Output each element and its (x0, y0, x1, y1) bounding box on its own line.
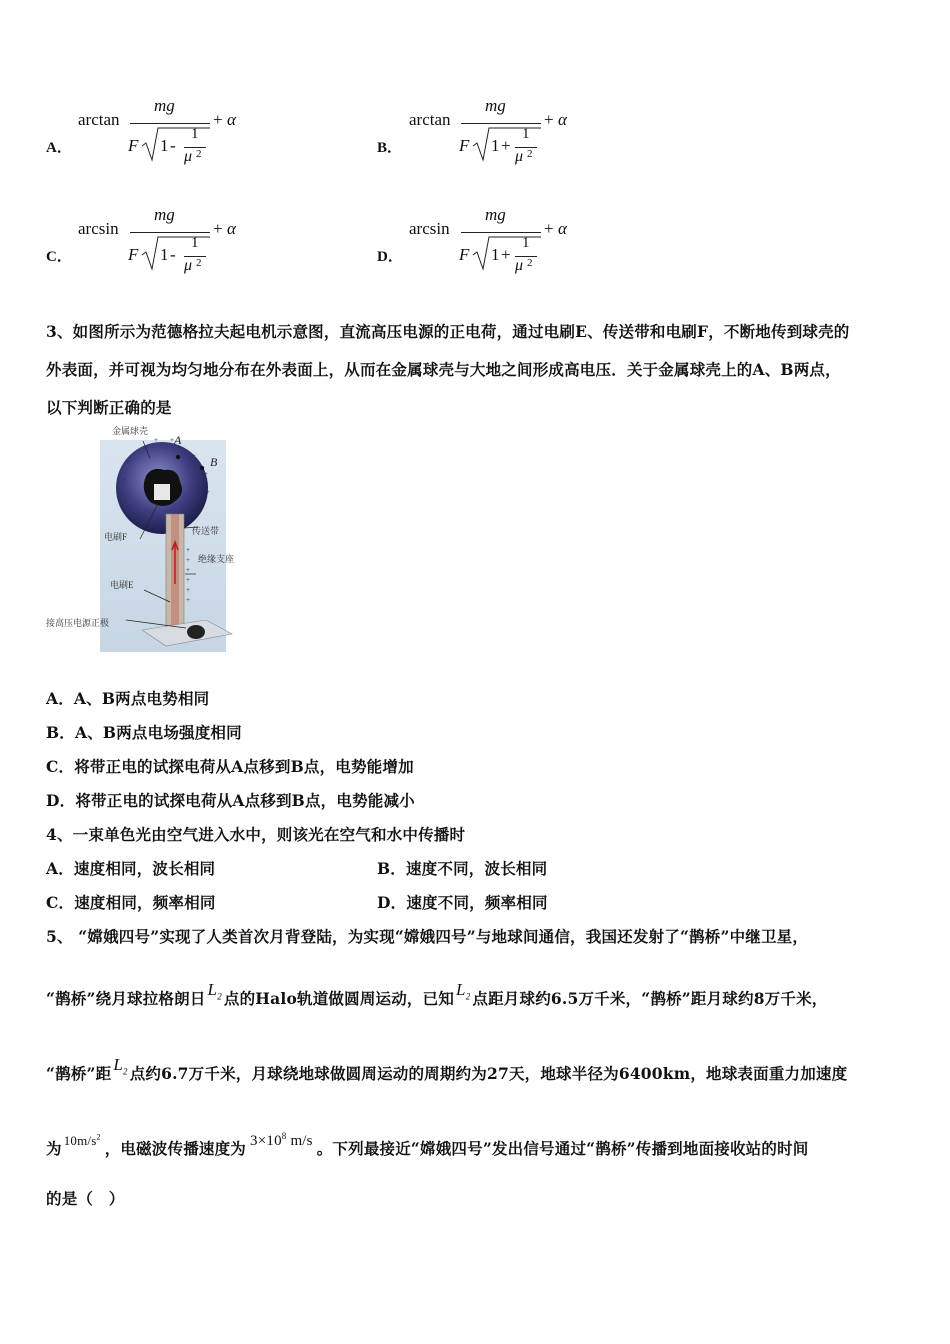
q3-option-b[interactable]: B．A、B两点电场强度相同 (46, 723, 242, 742)
function-name: arcsin (409, 219, 450, 238)
brush-E-label: 电刷E (110, 580, 134, 590)
numerator: mg (154, 205, 175, 224)
numerator: mg (485, 205, 506, 224)
L2-symbol: $L_2$ (456, 980, 471, 1002)
formula-option-c[interactable] (46, 205, 286, 291)
alpha-symbol: α (227, 219, 236, 238)
q3-stem-line2: 外表面，并可视为均匀地分布在外表面上，从而在金属球壳与大地之间形成高电压．关于金属球壳上的A、B两点， (46, 360, 841, 379)
support-label: 绝缘支座 (198, 554, 235, 564)
numerator: mg (485, 96, 506, 115)
radicand-one: 1 (491, 245, 500, 264)
force-symbol: F (128, 136, 139, 155)
upper-pulley (154, 484, 170, 500)
L2-symbol: $L_2$ (113, 1055, 128, 1077)
brush-F-label: 电刷F (104, 532, 128, 542)
function-name: arcsin (78, 219, 119, 238)
q5-stem-line4 (46, 1131, 809, 1159)
q3-option-d[interactable]: D．将带正电的试探电荷从A点移到B点，电势能减小 (46, 791, 415, 810)
radicand-one: 1 (491, 136, 500, 155)
radicand-operator: + (501, 136, 511, 155)
formula-option-a[interactable] (46, 96, 286, 182)
radicand-operator: - (170, 245, 176, 264)
svg-text:+: + (186, 596, 190, 604)
q5-text: 为 (46, 1139, 62, 1158)
svg-text:+: + (186, 586, 190, 594)
inner-numerator: 1 (522, 126, 530, 142)
plus-sign: + (544, 110, 554, 129)
force-symbol: F (459, 136, 470, 155)
mu-exponent: 2 (196, 257, 202, 269)
q4-option-a[interactable]: A．速度相同，波长相同 (46, 859, 216, 878)
option-label: B． (377, 140, 403, 156)
radicand-operator: - (170, 136, 176, 155)
svg-text:+: + (186, 566, 190, 574)
q5-text: 。下列最接近“嫦娥四号”发出信号通过“鹊桥”传播到地面接收站的时间 (316, 1139, 809, 1158)
q4-option-c[interactable]: C．速度相同，频率相同 (46, 893, 216, 912)
svg-text:+: + (206, 488, 210, 496)
svg-text:+: + (122, 476, 126, 484)
mu-symbol: μ (515, 148, 524, 165)
mu-symbol: μ (184, 148, 193, 165)
q5-text: “鹊桥”绕月球拉格朗日 (46, 989, 206, 1008)
inner-numerator: 1 (191, 235, 199, 251)
option-label: D． (377, 249, 403, 265)
plus-sign: + (544, 219, 554, 238)
option-label: A． (46, 140, 72, 156)
svg-text:+: + (132, 510, 136, 518)
gravity-value: 10m/s2 (63, 1132, 101, 1148)
point-A-dot (176, 455, 180, 459)
radicand-operator: + (501, 245, 511, 264)
plus-sign: + (213, 219, 223, 238)
q4-option-b[interactable]: B．速度不同，波长相同 (377, 859, 548, 878)
svg-text:+: + (204, 470, 208, 478)
mu-exponent: 2 (527, 148, 533, 160)
mu-symbol: μ (515, 257, 524, 274)
radicand-one: 1 (160, 245, 169, 264)
inner-numerator: 1 (191, 126, 199, 142)
alpha-symbol: α (558, 110, 567, 129)
inner-numerator: 1 (522, 235, 530, 251)
mu-symbol: μ (184, 257, 193, 274)
q5-text: ，电磁波传播速度为 (104, 1139, 247, 1158)
svg-text:+: + (186, 546, 190, 554)
q4-option-d[interactable]: D．速度不同，频率相同 (377, 893, 548, 912)
svg-text:+: + (124, 494, 128, 502)
lower-pulley (187, 625, 205, 639)
svg-text:+: + (186, 576, 190, 584)
q5-text: 点约6.7万千米，月球绕地球做圆周运动的周期约为27天，地球半径为6400km，地球表面重力加速度 (129, 1064, 848, 1083)
svg-text:+: + (154, 436, 158, 444)
svg-text:+: + (192, 452, 196, 460)
q5-stem-line3 (46, 1055, 848, 1085)
svg-text:+: + (186, 556, 190, 564)
svg-text:+: + (126, 458, 130, 466)
shell-label: 金属球壳 (112, 426, 149, 436)
point-A-label: A (174, 433, 182, 447)
force-symbol: F (128, 245, 139, 264)
belt-label: 传送带 (192, 526, 220, 536)
formula-option-b[interactable] (377, 96, 617, 182)
mu-exponent: 2 (527, 257, 533, 269)
option-label: C． (46, 249, 72, 265)
q5-stem-line5: 的是（ ） (46, 1189, 125, 1208)
force-symbol: F (459, 245, 470, 264)
q5-text: 点距月球约6.5万千米，“鹊桥”距月球约8万千米， (472, 989, 828, 1008)
q3-stem-line1: 3、如图所示为范德格拉夫起电机示意图，直流高压电源的正电荷，通过电刷E、传送带和电刷F，不断地传到球壳的 (46, 322, 850, 341)
alpha-symbol: α (558, 219, 567, 238)
radicand-one: 1 (160, 136, 169, 155)
light-speed-value: $3\times 10^8$ m/s (250, 1131, 313, 1149)
plus-sign: + (213, 110, 223, 129)
point-B-label: B (210, 455, 218, 469)
q5-stem-line2 (46, 980, 828, 1010)
function-name: arctan (409, 110, 451, 129)
q5-stem-line1: 5、 “嫦娥四号”实现了人类首次月背登陆，为实现“嫦娥四号”与地球间通信，我国还发射了“鹊桥”中继卫星， (46, 927, 809, 946)
point-B-dot (200, 466, 204, 470)
q3-stem-line3: 以下判断正确的是 (46, 398, 172, 417)
q5-text: 点的Halo轨道做圆周运动，已知 (223, 989, 455, 1008)
svg-text:+: + (170, 436, 174, 444)
source-label: 接高压电源正极 (46, 618, 110, 628)
q4-stem: 4、一束单色光由空气进入水中，则该光在空气和水中传播时 (46, 825, 466, 844)
function-name: arctan (78, 110, 120, 129)
q3-option-a[interactable]: A．A、B两点电势相同 (46, 689, 210, 708)
L2-symbol: $L_2$ (207, 980, 222, 1002)
alpha-symbol: α (227, 110, 236, 129)
q5-text: “鹊桥”距 (46, 1064, 112, 1083)
mu-exponent: 2 (196, 148, 202, 160)
formula-option-d[interactable] (377, 205, 617, 291)
numerator: mg (154, 96, 175, 115)
svg-text:+: + (198, 508, 202, 516)
q3-option-c[interactable]: C．将带正电的试探电荷从A点移到B点，电势能增加 (46, 757, 414, 776)
van-de-graaff-figure (46, 424, 236, 656)
